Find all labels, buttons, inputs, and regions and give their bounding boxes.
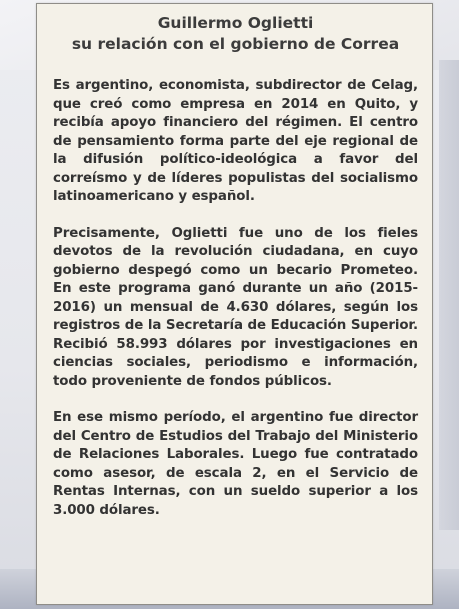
paragraph-3: En ese mismo período, el argentino fue director del Centro de Estudios del Trabajo del Ministerio de Relaciones Laborales. Luego fue contratado como asesor, de escala 2, en el Servicio de Rentas Internas, con un sueldo superior a los 3.000 dólares. bbox=[53, 410, 418, 518]
card-title bbox=[53, 13, 418, 55]
paragraph-1: Es argentino, economista, subdirector de Celag, que creó como empresa en 2014 en Quito, y recibía apoyo financiero del régimen. El centro de pensamiento forma parte del eje regional de la difusión político-ideológica a favor del correísmo y de líderes populistas del socialismo latinoamericano y español. bbox=[53, 78, 418, 204]
background-right-edge bbox=[439, 60, 459, 530]
card-title-name: Guillermo Oglietti bbox=[157, 14, 314, 32]
info-card bbox=[36, 3, 433, 605]
card-title-subtitle: su relación con el gobierno de Correa bbox=[71, 35, 400, 53]
paragraph-2: Precisamente, Oglietti fue uno de los fieles devotos de la revolución ciudadana, en cuyo gobierno despegó como un becario Prometeo. En este programa ganó durante un año (2015-2016) un mensual de 4.630 dólares, según los registros de la Secretaría de Educación Superior. Recibió 58.993 dólares por investigaciones en ciencias sociales, periodismo e información, todo proveniente de fondos públicos. bbox=[53, 225, 418, 389]
